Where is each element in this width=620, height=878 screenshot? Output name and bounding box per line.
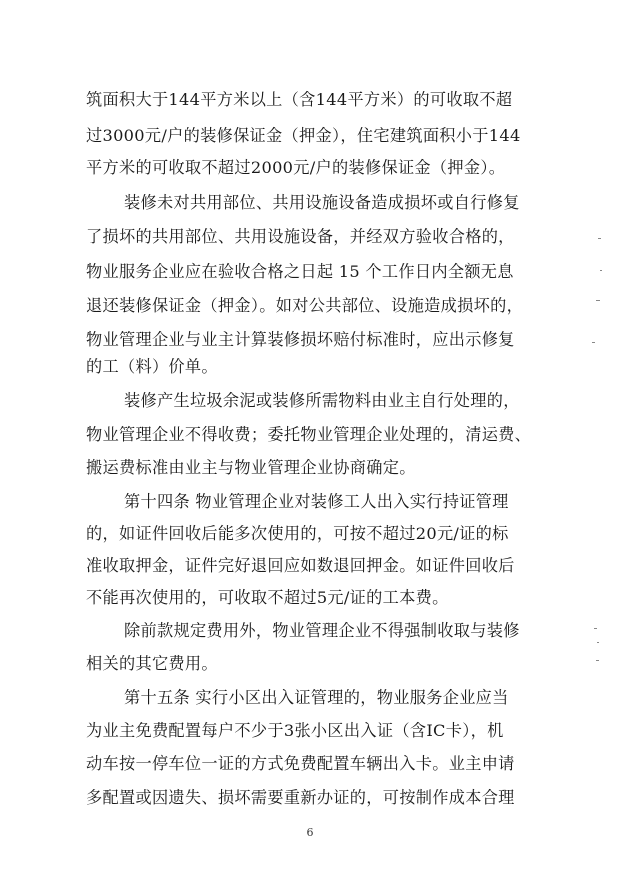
text-line: 退还装修保证金（押金）。如对公共部位、设施造成损坏的， bbox=[86, 296, 524, 315]
text-line: 平方米的可收取不超过2000元/户的装修保证金（押金）。 bbox=[86, 158, 506, 177]
text-line: 动车按一停车位一证的方式免费配置车辆出入卡。业主申请 bbox=[86, 754, 515, 773]
text-line: 不能再次使用的，可收取不超过5元/证的工本费。 bbox=[86, 588, 449, 607]
article-15-heading: 第十五条 实行小区出入证管理的，物业服务企业应当 bbox=[124, 688, 509, 707]
scan-speck bbox=[598, 238, 601, 239]
text-line: 过3000元/户的装修保证金（押金），住宅建筑面积小于144 bbox=[86, 126, 521, 145]
text-line: 的工（料）价单。 bbox=[86, 357, 218, 376]
article-14-heading: 第十四条 物业管理企业对装修工人出入实行持证管理 bbox=[124, 492, 509, 511]
text-line: 物业管理企业不得收费；委托物业管理企业处理的，清运费、 bbox=[86, 425, 532, 444]
paragraph-start: 装修产生垃圾余泥或装修所需物料由业主自行处理的， bbox=[124, 391, 520, 410]
page-number: 6 bbox=[306, 826, 314, 839]
paragraph-start: 装修未对共用部位、共用设施设备造成损坏或自行修复 bbox=[124, 193, 520, 212]
text-line: 为业主免费配置每户不少于3张小区出入证（含IC卡），机 bbox=[86, 721, 504, 740]
scan-speck bbox=[597, 642, 599, 643]
text-line: 了损坏的共用部位、共用设施设备，并经双方验收合格的， bbox=[86, 227, 515, 246]
text-line: 物业管理企业与业主计算装修损坏赔付标准时，应出示修复 bbox=[86, 330, 515, 349]
text-line: 多配置或因遗失、损坏需要重新办证的，可按制作成本合理 bbox=[86, 788, 515, 807]
scan-speck bbox=[596, 660, 599, 661]
text-line: 搬运费标准由业主与物业管理企业协商确定。 bbox=[86, 458, 416, 477]
paragraph-start: 除前款规定费用外，物业管理企业不得强制收取与装修 bbox=[124, 621, 520, 640]
text-line: 物业服务企业应在验收合格之日起 15 个工作日内全额无息 bbox=[86, 262, 514, 281]
scan-speck bbox=[596, 300, 600, 301]
text-line: 相关的其它费用。 bbox=[86, 654, 218, 673]
text-line: 的，如证件回收后能多次使用的，可按不超过20元/证的标 bbox=[86, 524, 509, 543]
scan-speck bbox=[600, 270, 602, 271]
scan-speck bbox=[594, 628, 597, 629]
text-line: 筑面积大于144平方米以上（含144平方米）的可收取不超 bbox=[86, 90, 513, 109]
text-line: 准收取押金，证件完好退回应如数退回押金。如证件回收后 bbox=[86, 556, 515, 575]
scan-speck bbox=[592, 342, 595, 343]
